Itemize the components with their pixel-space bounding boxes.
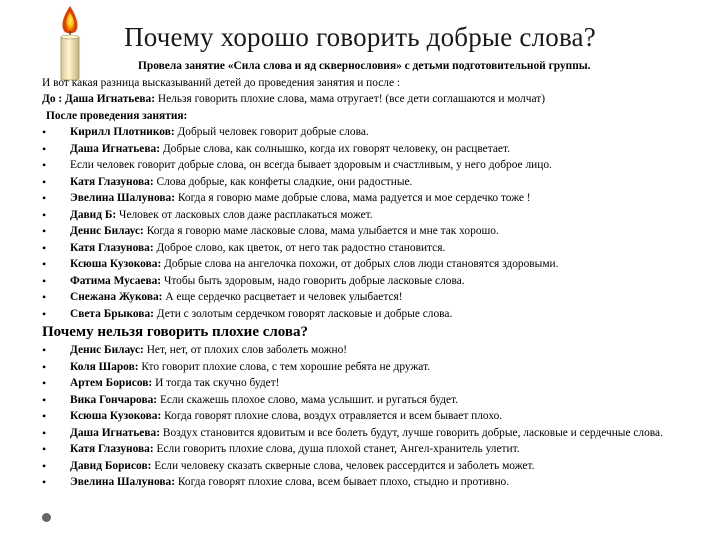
- list-item: [42, 375, 712, 392]
- subtitle: Провела занятие «Сила слова и яд сквернословия» с детьми подготовительной группы.: [138, 60, 591, 72]
- document-body: [42, 58, 712, 491]
- after-heading-text: После проведения занятия:: [46, 109, 188, 122]
- child-name: Кирилл Плотников:: [70, 126, 175, 138]
- child-quote: Когда я говорю маме ласковые слова, мама улыбается и мне так хорошо.: [143, 225, 499, 237]
- list-item: [42, 408, 712, 425]
- page-title: Почему хорошо говорить добрые слова?: [124, 22, 596, 52]
- intro-text: И вот какая разница высказываний детей до проведения занятия и после :: [42, 76, 401, 89]
- child-name: Денис Билаус:: [70, 344, 144, 356]
- list-item: [42, 359, 712, 376]
- list-item: [42, 474, 712, 491]
- decorative-dot: [42, 513, 51, 522]
- child-name: Света Брыкова:: [70, 307, 154, 320]
- child-quote: Если скажешь плохое слово, мама услышит. и ругаться будет.: [157, 393, 459, 406]
- child-name: Даша Игнатьева:: [70, 426, 161, 439]
- before-text: Нельзя говорить плохие слова, мама отругает! (все дети соглашаются и молчат): [155, 93, 545, 105]
- child-name: Давид Б:: [70, 208, 117, 221]
- list-item: [42, 289, 712, 306]
- child-name: Катя Глазунова:: [70, 241, 154, 254]
- list-item: [42, 174, 712, 191]
- child-quote: И тогда так скучно будет!: [152, 377, 280, 389]
- list-item: [42, 157, 712, 174]
- child-name: Эвелина Шалунова:: [70, 192, 175, 204]
- child-name: Давид Борисов:: [70, 459, 152, 472]
- child-quote: Добрые слова на ангелочка похожи, от добрых слов люди становятся здоровыми.: [161, 258, 559, 270]
- child-name: Даша Игнатьева:: [70, 142, 161, 155]
- after-heading: [42, 108, 712, 125]
- list-item: [42, 306, 712, 323]
- child-quote: Кто говорит плохие слова, с тем хорошие ребята не дружат.: [138, 360, 431, 373]
- good-words-list: [42, 124, 712, 322]
- child-quote: Если человеку сказать скверные слова, человек рассердится и заболеть может.: [151, 459, 535, 472]
- list-item: [42, 124, 712, 141]
- list-item: [42, 207, 712, 224]
- list-item: [42, 425, 712, 442]
- list-item: [42, 342, 712, 359]
- child-quote: Когда я говорю маме добрые слова, мама радуется и мое сердечко тоже !: [175, 192, 531, 204]
- child-quote: А еще сердечко расцветает и человек улыбается!: [162, 291, 403, 303]
- child-quote: Если человек говорит добрые слова, он всегда бывает здоровым и счастливым, у него доброе лицо.: [70, 159, 552, 171]
- list-item: [42, 441, 712, 458]
- bad-words-list: [42, 342, 712, 491]
- child-quote: Добрый человек говорит добрые слова.: [174, 126, 369, 138]
- child-quote: Дети с золотым сердечком говорят ласковые и добрые слова.: [153, 307, 453, 320]
- before-statement: [42, 91, 712, 108]
- list-item: [42, 273, 712, 290]
- child-name: Фатима Мусаева:: [70, 274, 162, 287]
- child-name: Катя Глазунова:: [70, 443, 154, 455]
- child-name: Ксюша Кузокова:: [70, 410, 162, 422]
- list-item: [42, 392, 712, 409]
- child-quote: Воздух становится ядовитым и все болеть будут, лучше говорить добрые, ласковые и сердечные слова.: [160, 426, 663, 439]
- before-label: До : Даша Игнатьева:: [42, 93, 156, 105]
- list-item: [42, 141, 712, 158]
- child-quote: Когда говорят плохие слова, воздух отравляется и всем бывает плохо.: [161, 410, 503, 422]
- child-name: Снежана Жукова:: [70, 291, 163, 303]
- list-item: [42, 223, 712, 240]
- child-quote: Если говорить плохие слова, душа плохой станет, Ангел-хранитель улетит.: [153, 443, 520, 455]
- list-item: [42, 190, 712, 207]
- child-quote: Добрые слова, как солнышко, когда их говорят человеку, он расцветает.: [160, 142, 510, 155]
- list-item: [42, 458, 712, 475]
- list-item: [42, 240, 712, 257]
- child-name: Артем Борисов:: [70, 377, 153, 389]
- child-name: Ксюша Кузокова:: [70, 258, 162, 270]
- child-name: Вика Гончарова:: [70, 393, 158, 406]
- child-quote: Слова добрые, как конфеты сладкие, они радостные.: [153, 175, 413, 188]
- child-name: Денис Билаус:: [70, 225, 144, 237]
- child-quote: Когда говорят плохие слова, всем бывает плохо, стыдно и противно.: [175, 476, 510, 488]
- child-quote: Нет, нет, от плохих слов заболеть можно!: [143, 344, 348, 356]
- child-quote: Доброе слово, как цветок, от него так радостно становится.: [153, 241, 446, 254]
- child-name: Эвелина Шалунова:: [70, 476, 175, 488]
- list-item: [42, 256, 712, 273]
- bad-words-heading: Почему нельзя говорить плохие слова?: [42, 324, 309, 340]
- child-name: Коля Шаров:: [70, 360, 139, 373]
- child-quote: Человек от ласковых слов даже расплакаться может.: [116, 208, 373, 221]
- child-name: Катя Глазунова:: [70, 175, 154, 188]
- child-quote: Чтобы быть здоровым, надо говорить добрые ласковые слова.: [161, 274, 465, 287]
